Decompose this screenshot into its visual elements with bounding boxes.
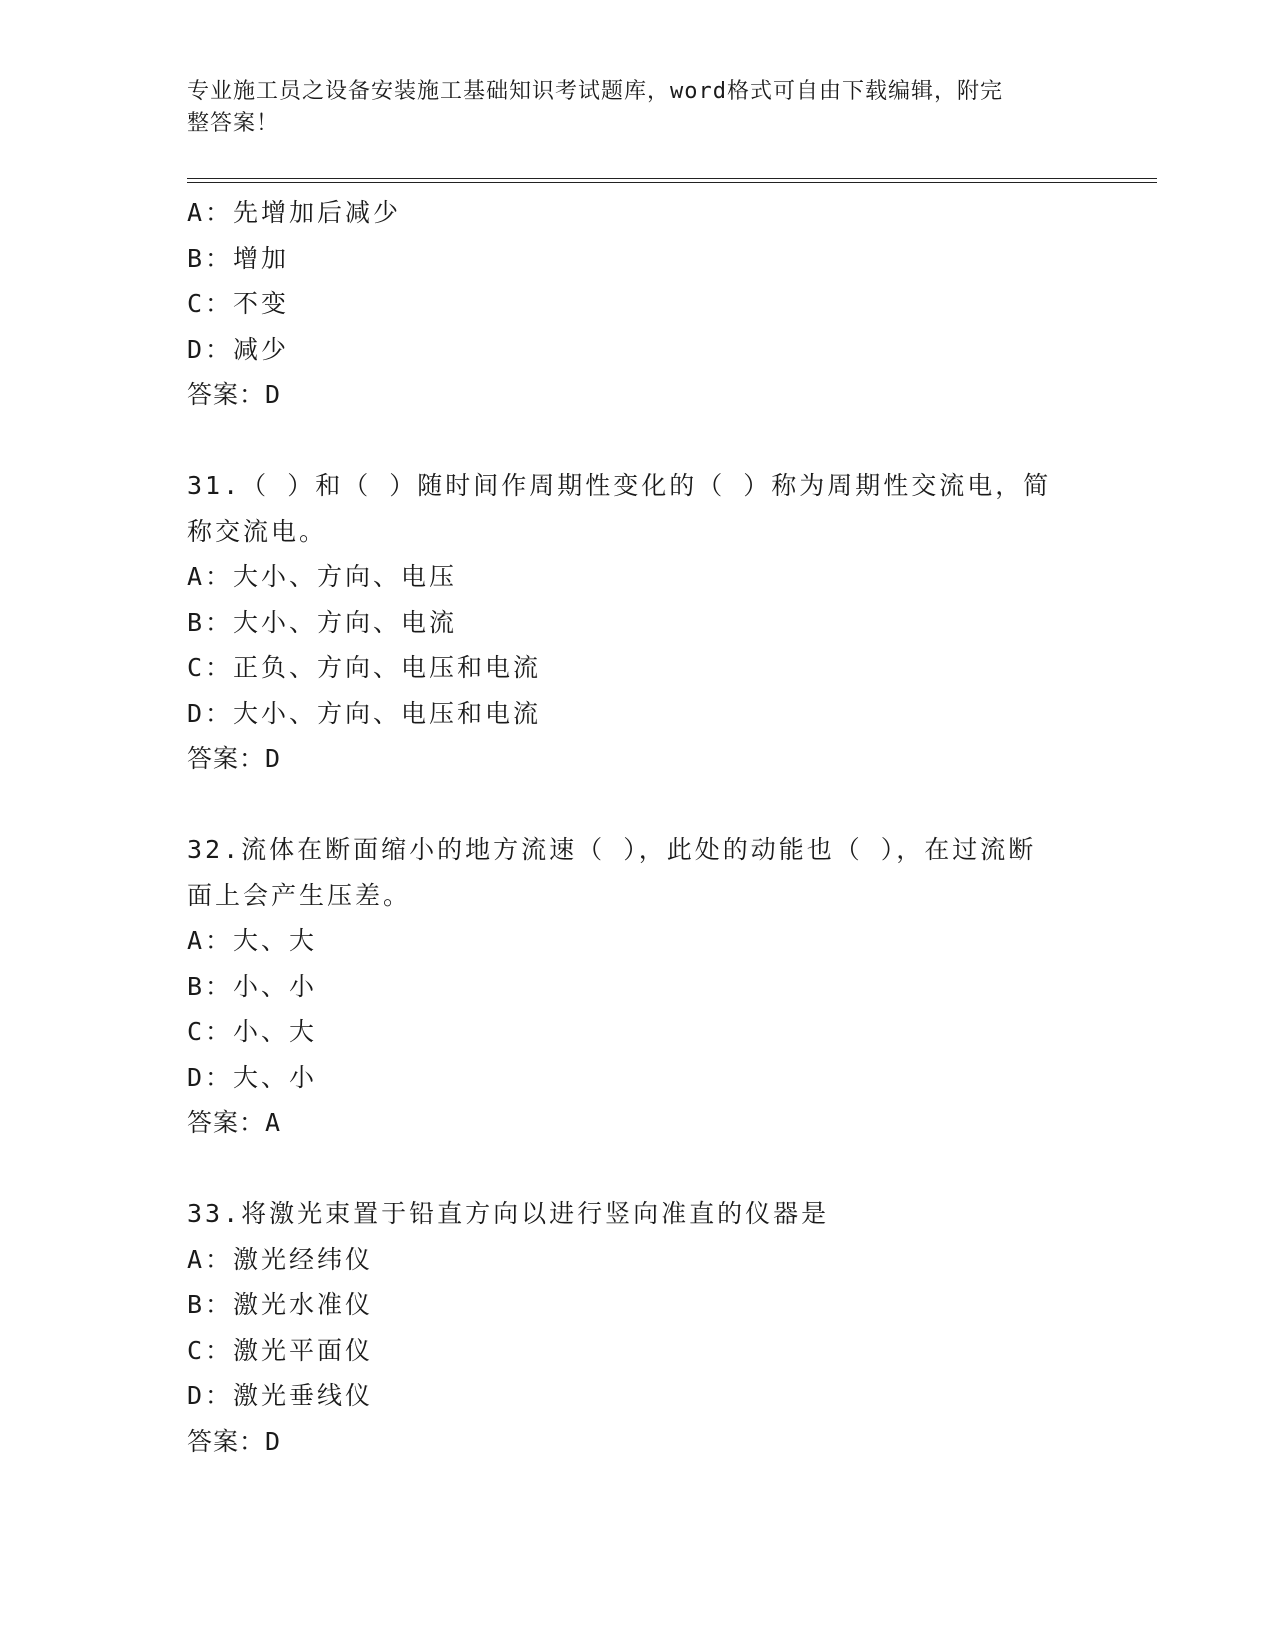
option-d: D：大、小 xyxy=(187,1062,318,1092)
option-b: B：大小、方向、电流 xyxy=(187,607,458,637)
option-b: B：小、小 xyxy=(187,971,318,1001)
question-stem-line-2: 面上会产生压差。 xyxy=(187,880,412,910)
question-spacer xyxy=(187,418,1087,464)
option-c: C：不变 xyxy=(187,289,290,318)
question-stem-line-1: 31.（ ）和（ ）随时间作周期性变化的（ ）称为周期性交流电，简 xyxy=(187,471,1052,500)
option-d: D：大小、方向、电压和电流 xyxy=(187,698,542,728)
header-divider xyxy=(187,178,1157,183)
question-spacer xyxy=(187,1146,1087,1192)
answer-line: 答案：D xyxy=(187,380,282,409)
question-31 xyxy=(187,463,1087,782)
question-33 xyxy=(187,1191,1087,1464)
option-a: A：激光经纬仪 xyxy=(187,1244,374,1274)
question-list xyxy=(187,190,1087,1464)
question-stem-line-1: 32.流体在断面缩小的地方流速（ ），此处的动能也（ ），在过流断 xyxy=(187,835,1037,864)
header-line-1: 专业施工员之设备安装施工基础知识考试题库，word格式可自由下载编辑，附完 xyxy=(187,79,1003,104)
answer-line: 答案：A xyxy=(187,1108,282,1137)
option-c: C：正负、方向、电压和电流 xyxy=(187,653,542,682)
question-30 xyxy=(187,190,1087,418)
option-c: C：激光平面仪 xyxy=(187,1335,374,1365)
option-d: D：激光垂线仪 xyxy=(187,1381,374,1410)
option-a: A：大、大 xyxy=(187,926,318,955)
question-stem-line-1: 33.将激光束置于铅直方向以进行竖向准直的仪器是 xyxy=(187,1199,830,1228)
option-d: D：减少 xyxy=(187,334,290,364)
question-stem-line-2: 称交流电。 xyxy=(187,516,328,546)
option-a: A：先增加后减少 xyxy=(187,198,402,227)
option-c: C：小、大 xyxy=(187,1017,318,1046)
document-header xyxy=(187,76,1087,140)
header-line-2: 整答案！ xyxy=(187,111,280,136)
option-b: B：增加 xyxy=(187,243,290,273)
question-spacer xyxy=(187,782,1087,828)
answer-line: 答案：D xyxy=(187,1426,282,1456)
option-b: B：激光水准仪 xyxy=(187,1290,374,1319)
question-32 xyxy=(187,827,1087,1146)
option-a: A：大小、方向、电压 xyxy=(187,562,458,591)
answer-line: 答案：D xyxy=(187,744,282,773)
